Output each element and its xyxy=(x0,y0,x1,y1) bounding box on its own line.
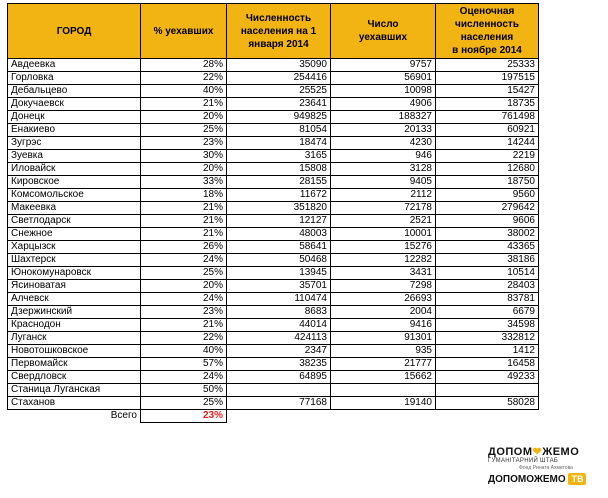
table-row xyxy=(8,98,539,111)
cell-population: 12127 xyxy=(227,215,331,228)
cell-pct-left: 50% xyxy=(141,384,227,397)
cell-estimate: 10514 xyxy=(436,267,539,280)
table-row xyxy=(8,202,539,215)
cell-estimate: 38002 xyxy=(436,228,539,241)
header-population: Численность населения на 1 января 2014 xyxy=(227,4,331,59)
blank-cell xyxy=(331,410,436,423)
table-row xyxy=(8,215,539,228)
table-row xyxy=(8,85,539,98)
cell-pct-left: 33% xyxy=(141,176,227,189)
cell-pct-left: 24% xyxy=(141,254,227,267)
cell-pct-left: 21% xyxy=(141,228,227,241)
cell-city: Донецк xyxy=(8,111,141,124)
header-city: ГОРОД xyxy=(8,4,141,59)
cell-pct-left: 21% xyxy=(141,98,227,111)
cell-number-left: 72178 xyxy=(331,202,436,215)
cell-estimate: 1412 xyxy=(436,345,539,358)
cell-pct-left: 21% xyxy=(141,215,227,228)
cell-pct-left: 23% xyxy=(141,137,227,150)
cell-population: 64895 xyxy=(227,371,331,384)
header-pct-left: % уехавших xyxy=(141,4,227,59)
cell-city: Снежное xyxy=(8,228,141,241)
cell-number-left: 15662 xyxy=(331,371,436,384)
cell-number-left: 12282 xyxy=(331,254,436,267)
table-row xyxy=(8,332,539,345)
table-row xyxy=(8,293,539,306)
cell-number-left: 26693 xyxy=(331,293,436,306)
cell-estimate: 16458 xyxy=(436,358,539,371)
cell-number-left: 91301 xyxy=(331,332,436,345)
table-row xyxy=(8,228,539,241)
cell-city: Енакиево xyxy=(8,124,141,137)
cell-pct-left: 25% xyxy=(141,124,227,137)
blank-cell xyxy=(436,410,539,423)
table-row xyxy=(8,163,539,176)
cell-city: Ясиноватая xyxy=(8,280,141,293)
cell-number-left: 2004 xyxy=(331,306,436,319)
cell-estimate: 83781 xyxy=(436,293,539,306)
cell-pct-left: 22% xyxy=(141,72,227,85)
table-row xyxy=(8,176,539,189)
cell-pct-left: 57% xyxy=(141,358,227,371)
cell-number-left: 9416 xyxy=(331,319,436,332)
cell-number-left: 188327 xyxy=(331,111,436,124)
logo-title: ДОПОМ❤ЖЕМО xyxy=(488,446,580,458)
cell-pct-left: 28% xyxy=(141,59,227,72)
cell-estimate: 332812 xyxy=(436,332,539,345)
header-estimate: Оценочная численность населения в ноябре 2014 xyxy=(436,4,539,59)
emigration-table xyxy=(7,3,539,423)
cell-number-left: 10098 xyxy=(331,85,436,98)
cell-population: 110474 xyxy=(227,293,331,306)
cell-pct-left: 25% xyxy=(141,267,227,280)
cell-pct-left: 24% xyxy=(141,293,227,306)
cell-pct-left: 20% xyxy=(141,111,227,124)
table-row xyxy=(8,59,539,72)
cell-number-left: 4230 xyxy=(331,137,436,150)
cell-estimate: 2219 xyxy=(436,150,539,163)
table-row xyxy=(8,254,539,267)
table-row xyxy=(8,72,539,85)
header-number-left: Число уехавших xyxy=(331,4,436,59)
cell-pct-left: 21% xyxy=(141,202,227,215)
cell-population: 8683 xyxy=(227,306,331,319)
cell-city: Кировское xyxy=(8,176,141,189)
total-label: Всего xyxy=(110,410,137,422)
cell-city: Свердловск xyxy=(8,371,141,384)
cell-city: Дебальцево xyxy=(8,85,141,98)
dopomozhemo-logo xyxy=(488,446,604,486)
cell-city: Макеевка xyxy=(8,202,141,215)
cell-pct-left: 20% xyxy=(141,163,227,176)
cell-number-left: 19140 xyxy=(331,397,436,410)
cell-number-left: 21777 xyxy=(331,358,436,371)
cell-city: Докучаевск xyxy=(8,98,141,111)
cell-estimate: 15427 xyxy=(436,85,539,98)
cell-number-left: 935 xyxy=(331,345,436,358)
table-row xyxy=(8,306,539,319)
cell-pct-left: 30% xyxy=(141,150,227,163)
cell-pct-left: 24% xyxy=(141,371,227,384)
cell-number-left: 9405 xyxy=(331,176,436,189)
cell-estimate: 25333 xyxy=(436,59,539,72)
cell-city: Станица Луганская xyxy=(8,384,141,397)
cell-population: 15808 xyxy=(227,163,331,176)
header-row xyxy=(8,4,539,59)
table-row xyxy=(8,345,539,358)
cell-estimate: 43365 xyxy=(436,241,539,254)
cell-estimate: 12680 xyxy=(436,163,539,176)
cell-estimate: 34598 xyxy=(436,319,539,332)
tv-badge: ТВ xyxy=(568,473,586,485)
table-row xyxy=(8,137,539,150)
cell-estimate: 279642 xyxy=(436,202,539,215)
cell-estimate: 14244 xyxy=(436,137,539,150)
total-row xyxy=(8,410,539,423)
cell-number-left: 56901 xyxy=(331,72,436,85)
cell-number-left: 15276 xyxy=(331,241,436,254)
cell-number-left: 946 xyxy=(331,150,436,163)
table-row xyxy=(8,358,539,371)
cell-estimate: 6679 xyxy=(436,306,539,319)
cell-number-left: 2112 xyxy=(331,189,436,202)
cell-city: Алчевск xyxy=(8,293,141,306)
cell-city: Юнокомунаровск xyxy=(8,267,141,280)
cell-population: 18474 xyxy=(227,137,331,150)
cell-estimate: 9560 xyxy=(436,189,539,202)
cell-number-left: 9757 xyxy=(331,59,436,72)
cell-population: 38235 xyxy=(227,358,331,371)
cell-population: 35090 xyxy=(227,59,331,72)
cell-pct-left: 20% xyxy=(141,280,227,293)
cell-city: Стаханов xyxy=(8,397,141,410)
cell-pct-left: 22% xyxy=(141,332,227,345)
cell-number-left xyxy=(331,384,436,397)
cell-city: Зуевка xyxy=(8,150,141,163)
cell-city: Новотошковское xyxy=(8,345,141,358)
cell-city: Комсомольское xyxy=(8,189,141,202)
cell-estimate: 58028 xyxy=(436,397,539,410)
table-row xyxy=(8,397,539,410)
cell-estimate: 9606 xyxy=(436,215,539,228)
cell-city: Светлодарск xyxy=(8,215,141,228)
cell-number-left: 3431 xyxy=(331,267,436,280)
cell-population: 424113 xyxy=(227,332,331,345)
cell-population: 77168 xyxy=(227,397,331,410)
cell-city: Иловайск xyxy=(8,163,141,176)
cell-pct-left: 21% xyxy=(141,319,227,332)
heart-icon: ❤ xyxy=(532,446,543,458)
cell-city: Зугрэс xyxy=(8,137,141,150)
cell-city: Первомайск xyxy=(8,358,141,371)
cell-number-left: 7298 xyxy=(331,280,436,293)
cell-number-left: 4906 xyxy=(331,98,436,111)
logo-tv: ДОПОМОЖЕМО ТВ xyxy=(488,473,604,486)
cell-estimate: 49233 xyxy=(436,371,539,384)
cell-number-left: 10001 xyxy=(331,228,436,241)
cell-population: 254416 xyxy=(227,72,331,85)
table-row xyxy=(8,150,539,163)
cell-estimate: 18750 xyxy=(436,176,539,189)
table-row xyxy=(8,111,539,124)
blank-cell xyxy=(227,410,331,423)
cell-population: 949825 xyxy=(227,111,331,124)
cell-population: 25525 xyxy=(227,85,331,98)
cell-pct-left: 18% xyxy=(141,189,227,202)
cell-population xyxy=(227,384,331,397)
cell-pct-left: 40% xyxy=(141,85,227,98)
logo-subtitle: ГУМАНІТАРНИЙ ШТАБ xyxy=(488,458,559,464)
cell-number-left: 20133 xyxy=(331,124,436,137)
cell-population: 50468 xyxy=(227,254,331,267)
cell-city: Краснодон xyxy=(8,319,141,332)
cell-population: 35701 xyxy=(227,280,331,293)
cell-estimate: 761498 xyxy=(436,111,539,124)
cell-population: 44014 xyxy=(227,319,331,332)
cell-population: 48003 xyxy=(227,228,331,241)
cell-city: Харцызск xyxy=(8,241,141,254)
cell-city: Шахтерск xyxy=(8,254,141,267)
cell-city: Авдеевка xyxy=(8,59,141,72)
table-row xyxy=(8,241,539,254)
table-row xyxy=(8,384,539,397)
cell-number-left: 2521 xyxy=(331,215,436,228)
table-row xyxy=(8,319,539,332)
cell-estimate: 60921 xyxy=(436,124,539,137)
cell-city: Горловка xyxy=(8,72,141,85)
cell-city: Луганск xyxy=(8,332,141,345)
cell-estimate: 28403 xyxy=(436,280,539,293)
cell-estimate: 38186 xyxy=(436,254,539,267)
cell-population: 58641 xyxy=(227,241,331,254)
table-row xyxy=(8,124,539,137)
cell-number-left: 3128 xyxy=(331,163,436,176)
cell-population: 81054 xyxy=(227,124,331,137)
table-row xyxy=(8,189,539,202)
cell-population: 2347 xyxy=(227,345,331,358)
cell-estimate xyxy=(436,384,539,397)
cell-pct-left: 40% xyxy=(141,345,227,358)
cell-population: 351820 xyxy=(227,202,331,215)
cell-city: Дзержинский xyxy=(8,306,141,319)
table-row xyxy=(8,371,539,384)
cell-pct-left: 23% xyxy=(141,306,227,319)
cell-population: 3165 xyxy=(227,150,331,163)
cell-population: 13945 xyxy=(227,267,331,280)
cell-population: 11672 xyxy=(227,189,331,202)
cell-population: 28155 xyxy=(227,176,331,189)
logo-foundation: Фонд Рината Ахметова xyxy=(519,465,573,471)
total-pct: 23% xyxy=(141,410,227,423)
cell-pct-left: 25% xyxy=(141,397,227,410)
cell-population: 23641 xyxy=(227,98,331,111)
table-row xyxy=(8,280,539,293)
cell-pct-left: 26% xyxy=(141,241,227,254)
cell-estimate: 18735 xyxy=(436,98,539,111)
table-row xyxy=(8,267,539,280)
cell-estimate: 197515 xyxy=(436,72,539,85)
